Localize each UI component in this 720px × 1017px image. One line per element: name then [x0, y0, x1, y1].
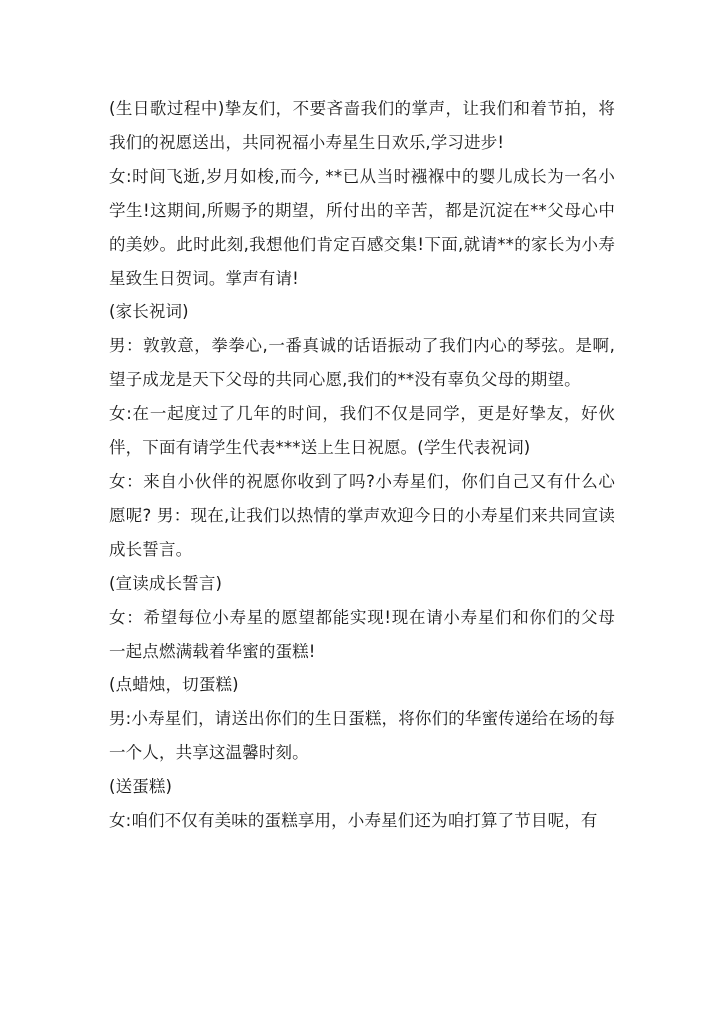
paragraph-female-time-flies: 女:时间飞逝,岁月如梭,而今, **已从当时襁褓中的婴儿成长为一名小学生!这期间,所赐予的期望，所付出的辛苦，都是沉淀在**父母心中的美妙。此时此刻,我想他们肯定百感交集!下面,就请**的家长为小寿星致生日贺词。掌声有请!	[109, 166, 615, 288]
paragraph-wishes-and-oath: 女：来自小伙伴的祝愿你收到了吗?小寿星们，你们自己又有什么心愿呢? 男：现在,让我们以热情的掌声欢迎今日的小寿星们来共同宣读成长誓言。	[109, 471, 615, 559]
paragraph-parent-speech-note: (家长祝词)	[109, 302, 189, 322]
paragraph-male-sincere-words: 男：敦敦意，拳拳心,一番真诚的话语振动了我们内心的琴弦。是啊,望子成龙是天下父母的共同心愿,我们的**没有辜负父母的期望。	[109, 336, 615, 390]
paragraph-oath-note: (宣读成长誓言)	[109, 573, 223, 593]
paragraph-female-program: 女:咱们不仅有美味的蛋糕享用，小寿星们还为咱打算了节目呢，有	[109, 811, 598, 831]
paragraph-male-send-cake: 男:小寿星们，请送出你们的生日蛋糕，将你们的华蜜传递给在场的每一个人，共享这温馨时刻。	[109, 709, 615, 763]
paragraph-female-classmates: 女:在一起度过了几年的时间，我们不仅是同学，更是好挚友，好伙伴，下面有请学生代表***送上生日祝愿。(学生代表祝词)	[109, 404, 615, 458]
paragraph-candle-note: (点蜡烛，切蛋糕)	[109, 675, 239, 695]
paragraph-female-light-cake: 女：希望每位小寿星的愿望都能实现!现在请小寿星们和你们的父母一起点燃满载着华蜜的蛋糕!	[109, 607, 615, 661]
paragraph-birthday-song: (生日歌过程中)挚友们，不要吝啬我们的掌声，让我们和着节拍，将我们的祝愿送出，共同祝福小寿星生日欢乐,学习进步!	[109, 99, 615, 152]
paragraph-send-cake-note: (送蛋糕)	[109, 777, 173, 797]
document-body	[109, 92, 615, 838]
